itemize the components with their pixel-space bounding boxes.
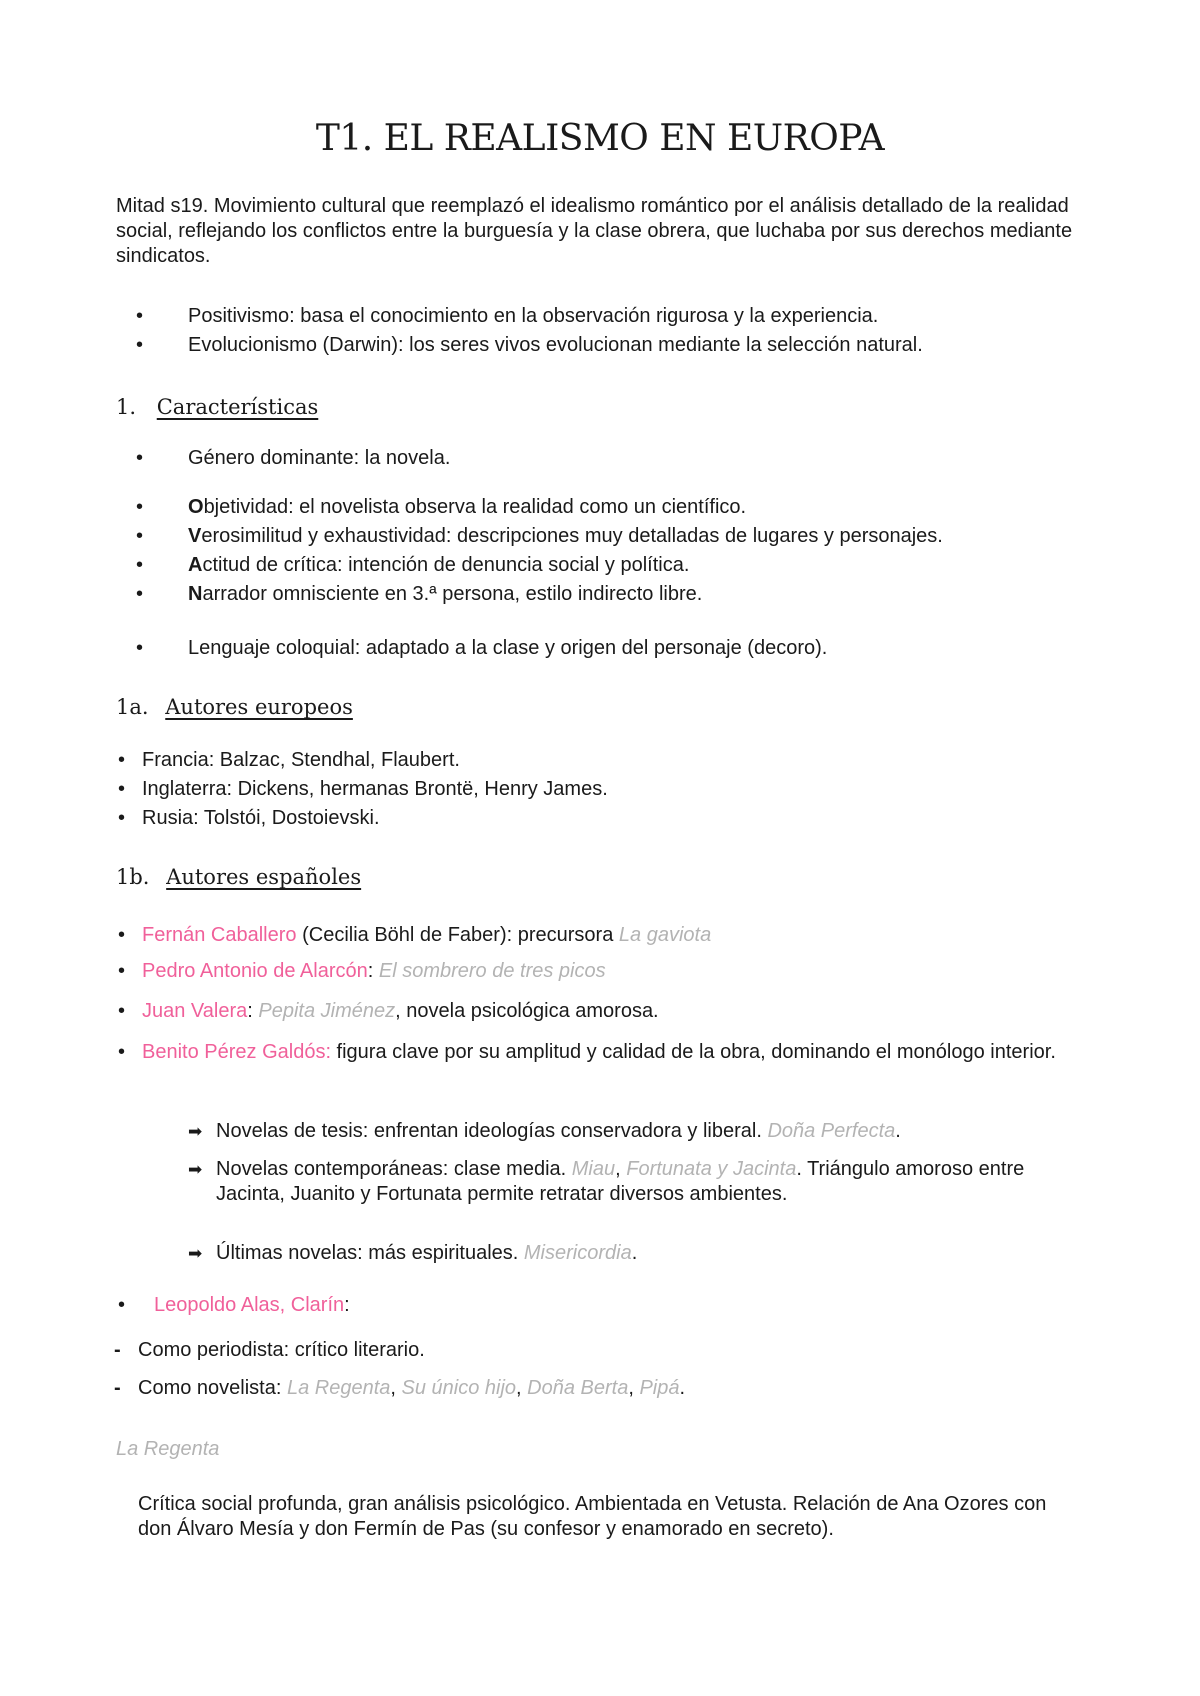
author-text: , novela psicológica amorosa. bbox=[395, 1000, 659, 1022]
item-text: . Triángulo amoroso entre Jacinta, Juanito y Fortunata permite retratar diversos ambientes. bbox=[216, 1158, 1025, 1205]
list-item: Inglaterra: Dickens, hermanas Brontë, Henry James. bbox=[142, 778, 608, 800]
bullet-icon: • bbox=[118, 1000, 126, 1022]
feature-initial: A bbox=[188, 554, 203, 576]
punctuation: . bbox=[679, 1377, 686, 1399]
page-title: T1. EL REALISMO EN EUROPA bbox=[315, 118, 885, 159]
author-item-alarcon bbox=[142, 959, 606, 984]
bullet-icon: • bbox=[118, 1041, 126, 1063]
bullet-icon: • bbox=[136, 305, 144, 327]
separator: : bbox=[367, 960, 379, 982]
work-title: Pipá bbox=[639, 1377, 680, 1399]
list-item bbox=[188, 553, 689, 578]
author-name: Leopoldo Alas, Clarín bbox=[154, 1294, 345, 1316]
work-title: El sombrero de tres picos bbox=[378, 960, 606, 982]
arrow-right-icon: ➡ bbox=[188, 1122, 203, 1141]
work-title: Su único hijo bbox=[401, 1377, 517, 1399]
bullet-icon: • bbox=[136, 496, 144, 518]
item-text: Últimas novelas: más espirituales. bbox=[216, 1242, 524, 1264]
section-number: 1a. bbox=[116, 695, 149, 719]
intro-paragraph: Mitad s19. Movimiento cultural que reemplazó el idealismo romántico por el análisis detallado de la realidad social, reflejando los conflictos entre la burguesía y la clase obrera, que luchaba por sus derechos mediante sindicatos. bbox=[116, 195, 1073, 267]
bullet-icon: • bbox=[118, 807, 126, 829]
bullet-icon: • bbox=[136, 583, 144, 605]
bullet-icon: • bbox=[136, 637, 144, 659]
author-name: Fernán Caballero bbox=[142, 924, 297, 946]
list-item-novelista bbox=[138, 1376, 685, 1401]
section-title: Autores europeos bbox=[165, 695, 353, 719]
list-item: Positivismo: basa el conocimiento en la observación rigurosa y la experiencia. bbox=[188, 305, 879, 327]
author-name: Benito Pérez Galdós: bbox=[142, 1041, 331, 1063]
author-text: figura clave por su amplitud y calidad de la obra, dominando el monólogo interior. bbox=[331, 1041, 1056, 1063]
section-heading-1b bbox=[116, 864, 361, 890]
list-item bbox=[188, 495, 746, 520]
arrow-right-icon: ➡ bbox=[188, 1244, 203, 1263]
item-text: Novelas contemporáneas: clase media. bbox=[216, 1158, 572, 1180]
feature-text: arrador omnisciente en 3.ª persona, estilo indirecto libre. bbox=[202, 583, 703, 605]
feature-text: bjetividad: el novelista observa la realidad como un científico. bbox=[203, 496, 747, 518]
regenta-description: Crítica social profunda, gran análisis psicológico. Ambientada en Vetusta. Relación de Ana Ozores con don Álvaro Mesía y don Fermín de Pas (su confesor y enamorado en secreto). bbox=[138, 1493, 1047, 1540]
work-title: Pepita Jiménez bbox=[258, 1000, 396, 1022]
feature-initial: V bbox=[188, 525, 202, 547]
work-title: Miau bbox=[571, 1158, 616, 1180]
punctuation: . bbox=[631, 1242, 638, 1264]
punctuation: , bbox=[628, 1377, 640, 1399]
item-text: Novelas de tesis: enfrentan ideologías conservadora y liberal. bbox=[216, 1120, 768, 1142]
punctuation: , bbox=[615, 1158, 627, 1180]
list-item-tesis bbox=[216, 1119, 901, 1144]
punctuation: , bbox=[516, 1377, 528, 1399]
bullet-icon: • bbox=[118, 960, 126, 982]
dash-icon: - bbox=[114, 1339, 121, 1361]
punctuation: : bbox=[344, 1294, 350, 1316]
bullet-icon: • bbox=[136, 525, 144, 547]
list-item: Género dominante: la novela. bbox=[188, 447, 451, 469]
list-item: Rusia: Tolstói, Dostoievski. bbox=[142, 807, 380, 829]
regenta-heading: La Regenta bbox=[116, 1438, 220, 1460]
arrow-right-icon: ➡ bbox=[188, 1160, 203, 1179]
bullet-icon: • bbox=[136, 554, 144, 576]
punctuation: . bbox=[895, 1120, 901, 1142]
bullet-icon: • bbox=[118, 1294, 126, 1316]
section-title: Características bbox=[156, 395, 319, 419]
author-name: Pedro Antonio de Alarcón bbox=[142, 960, 368, 982]
author-item-valera bbox=[142, 999, 659, 1024]
author-item-clarin bbox=[154, 1293, 350, 1318]
work-title: La gaviota bbox=[618, 924, 712, 946]
author-name: Juan Valera bbox=[142, 1000, 248, 1022]
bullet-icon: • bbox=[118, 778, 126, 800]
separator: : bbox=[247, 1000, 259, 1022]
section-number: 1b. bbox=[116, 865, 150, 889]
section-heading-1a bbox=[116, 694, 353, 720]
punctuation: , bbox=[390, 1377, 402, 1399]
author-item-caballero bbox=[142, 923, 711, 948]
bullet-icon: • bbox=[118, 924, 126, 946]
work-title: Misericordia bbox=[523, 1242, 632, 1264]
section-title: Autores españoles bbox=[166, 865, 362, 889]
item-text: Como novelista: bbox=[138, 1377, 287, 1399]
author-item-galdos bbox=[142, 1040, 1087, 1065]
list-item bbox=[188, 582, 702, 607]
bullet-icon: • bbox=[118, 749, 126, 771]
dash-icon: - bbox=[114, 1377, 121, 1399]
list-item-periodista: Como periodista: crítico literario. bbox=[138, 1339, 425, 1361]
bullet-icon: • bbox=[136, 447, 144, 469]
list-item bbox=[188, 524, 943, 549]
list-item: Francia: Balzac, Stendhal, Flaubert. bbox=[142, 749, 460, 771]
work-title: Doña Perfecta bbox=[767, 1120, 896, 1142]
work-title: Fortunata y Jacinta bbox=[626, 1158, 797, 1180]
list-item-contemporaneas bbox=[216, 1157, 1096, 1207]
feature-initial: N bbox=[188, 583, 203, 605]
feature-text: erosimilitud y exhaustividad: descripciones muy detalladas de lugares y personajes. bbox=[201, 525, 943, 547]
section-heading-1 bbox=[116, 394, 318, 420]
list-item: Evolucionismo (Darwin): los seres vivos evolucionan mediante la selección natural. bbox=[188, 334, 923, 356]
work-title: La Regenta bbox=[286, 1377, 391, 1399]
feature-text: ctitud de crítica: intención de denuncia social y política. bbox=[202, 554, 690, 576]
author-text: (Cecilia Böhl de Faber): precursora bbox=[296, 924, 619, 946]
list-item-ultimas bbox=[216, 1241, 637, 1266]
work-title: Doña Berta bbox=[527, 1377, 629, 1399]
section-number: 1. bbox=[116, 395, 137, 419]
bullet-icon: • bbox=[136, 334, 144, 356]
list-item: Lenguaje coloquial: adaptado a la clase y origen del personaje (decoro). bbox=[188, 637, 828, 659]
feature-initial: O bbox=[188, 496, 204, 518]
